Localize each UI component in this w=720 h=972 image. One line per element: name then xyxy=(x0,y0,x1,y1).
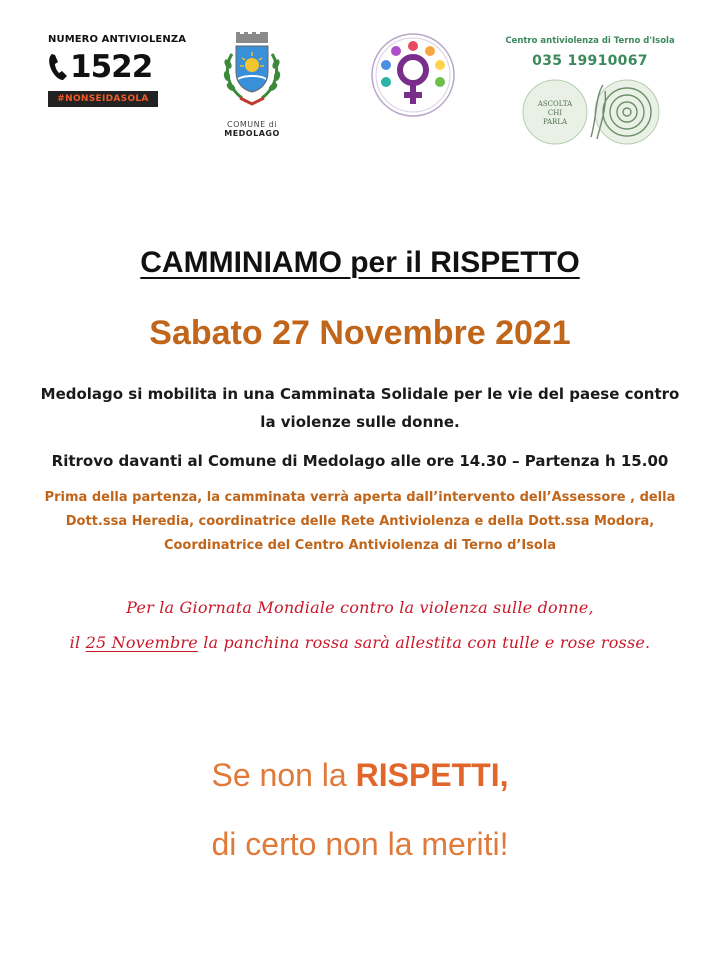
logo-centro-antiviolenza xyxy=(500,36,680,147)
labyrinth-icon xyxy=(515,77,665,147)
phone-icon xyxy=(48,52,70,82)
slogan-line-2: di certo non la meriti! xyxy=(211,826,509,862)
antiviolenza-number-row xyxy=(48,49,158,85)
coat-of-arms-icon xyxy=(216,32,288,114)
intro-line-1: Medolago si mobilita in una Camminata Solidale per le vie del paese contro xyxy=(40,385,680,403)
giornata-line-2-pre: il xyxy=(69,633,86,652)
svg-text:PARLA: PARLA xyxy=(542,118,568,126)
comune-label: COMUNE di xyxy=(226,120,278,129)
giornata-line-1: Per la Giornata Mondiale contro la violenza sulle donne, xyxy=(126,598,594,617)
giornata-line-2 xyxy=(20,633,700,652)
speakers-line-1: Prima della partenza, la camminata verrà aperta dall’intervento dell’Assessore , della xyxy=(44,490,676,505)
logo-1522 xyxy=(48,34,187,107)
intro-paragraph xyxy=(30,380,690,436)
centro-phone: 035 19910067 xyxy=(532,53,648,69)
hashtag-badge: #NONSEIDASOLA xyxy=(48,91,158,107)
event-title-text: CAMMINIAMO per il RISPETTO xyxy=(140,246,580,279)
event-title xyxy=(0,246,720,280)
logo-rete-antiviolenza xyxy=(370,32,456,118)
antiviolenza-title: NUMERO ANTIVIOLENZA xyxy=(48,34,187,45)
female-symbol-network-icon xyxy=(370,32,456,118)
centro-art-text: ASCOLTA xyxy=(537,100,573,108)
svg-text:CHI: CHI xyxy=(547,109,563,117)
event-date: Sabato 27 Novembre 2021 xyxy=(149,314,571,352)
slogan-line-1 xyxy=(0,757,720,794)
speakers-line-3: Coordinatrice del Centro Antiviolenza di Terno d’Isola xyxy=(163,538,557,553)
antiviolenza-number: 1522 xyxy=(70,49,153,85)
slogan-line-1-pre: Se non la xyxy=(211,757,356,793)
intro-line-2: la violenze sulle donne. xyxy=(260,413,460,431)
centro-name: Centro antiviolenza di Terno d'Isola xyxy=(505,36,675,46)
speakers-line-2: Dott.ssa Heredia, coordinatrice delle Rete Antiviolenza e della Dott.ssa Modora, xyxy=(65,514,655,529)
giornata-line-2-post: la panchina rossa sarà allestita con tulle e rose rosse. xyxy=(197,633,651,652)
meeting-point-text: Ritrovo davanti al Comune di Medolago alle ore 14.30 – Partenza h 15.00 xyxy=(51,452,669,470)
speakers-paragraph xyxy=(30,486,690,558)
slogan-emphasis: RISPETTI, xyxy=(355,757,509,793)
centro-artwork xyxy=(515,77,665,147)
giornata-date: 25 Novembre xyxy=(85,633,198,652)
comune-name: MEDOLAGO xyxy=(224,129,280,138)
logo-comune-medolago xyxy=(216,32,288,139)
